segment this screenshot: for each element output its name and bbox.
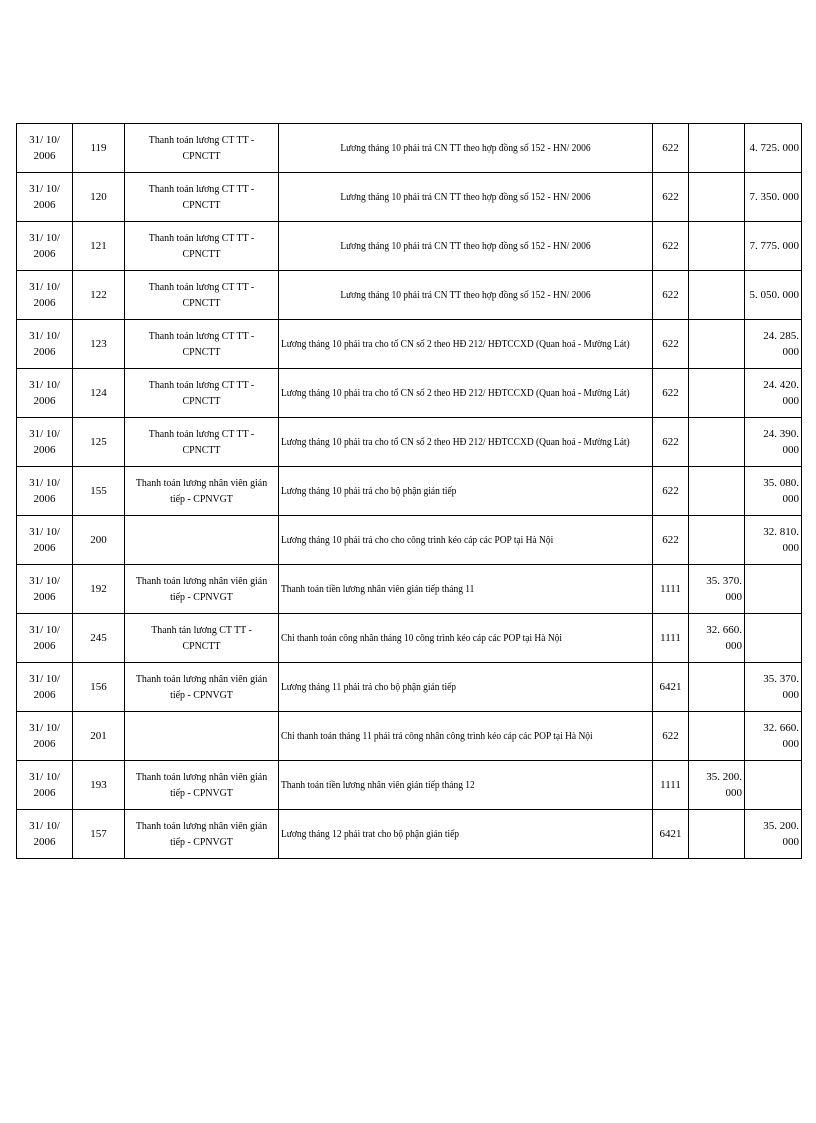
description-cell bbox=[125, 614, 279, 663]
content-text: Lương tháng 10 phải trả CN TT theo hợp đồng số 152 - HN/ 2006 bbox=[340, 142, 591, 154]
debit-amount-text: 35. 200. bbox=[706, 771, 742, 783]
description-text: Thanh toán lương CT TT - CPNCTT bbox=[148, 379, 255, 407]
description-cell bbox=[125, 663, 279, 712]
credit-amount-text: 000 bbox=[782, 542, 799, 554]
voucher-number-text: 121 bbox=[90, 240, 107, 252]
account-text: 622 bbox=[662, 240, 679, 252]
account-cell bbox=[653, 565, 689, 614]
description-cell bbox=[125, 467, 279, 516]
date-text: 2006 bbox=[33, 199, 56, 211]
content-text: Chi thanh toán tháng 11 phải trả công nhân công trình kéo cáp các POP tại Hà Nội bbox=[281, 730, 593, 742]
description-text: Thanh tán lương CT TT - CPNCTT bbox=[151, 624, 252, 652]
account-text: 622 bbox=[662, 534, 679, 546]
content-cell bbox=[279, 320, 653, 369]
date-text: 2006 bbox=[33, 395, 56, 407]
account-text: 622 bbox=[662, 338, 679, 350]
table-row bbox=[17, 663, 802, 712]
credit-amount-cell bbox=[745, 663, 802, 712]
date-cell bbox=[17, 614, 73, 663]
description-text: Thanh toán lương CT TT - CPNCTT bbox=[148, 330, 255, 358]
table-row bbox=[17, 320, 802, 369]
date-text: 2006 bbox=[33, 787, 56, 799]
description-text: Thanh toán lương nhân viên gián tiếp - CPNVGT bbox=[135, 673, 268, 701]
account-cell bbox=[653, 271, 689, 320]
voucher-number-cell bbox=[73, 614, 125, 663]
voucher-number-text: 125 bbox=[90, 436, 107, 448]
credit-amount-text: 24. 420. bbox=[763, 379, 799, 391]
credit-amount-cell bbox=[745, 565, 802, 614]
voucher-number-text: 157 bbox=[90, 828, 107, 840]
content-cell bbox=[279, 712, 653, 761]
description-cell bbox=[125, 565, 279, 614]
date-cell bbox=[17, 418, 73, 467]
account-cell bbox=[653, 369, 689, 418]
date-text: 31/ 10/ bbox=[29, 232, 60, 244]
account-text: 622 bbox=[662, 436, 679, 448]
content-text: Thanh toán tiền lương nhân viên gián tiếp tháng 12 bbox=[281, 779, 475, 791]
voucher-number-cell bbox=[73, 418, 125, 467]
account-cell bbox=[653, 467, 689, 516]
debit-amount-cell bbox=[689, 320, 745, 369]
voucher-number-text: 119 bbox=[90, 142, 107, 154]
table-row bbox=[17, 271, 802, 320]
voucher-number-cell bbox=[73, 565, 125, 614]
date-cell bbox=[17, 663, 73, 712]
credit-amount-text: 000 bbox=[782, 738, 799, 750]
description-cell bbox=[125, 418, 279, 467]
voucher-number-cell bbox=[73, 369, 125, 418]
credit-amount-text: 35. 080. bbox=[763, 477, 799, 489]
date-text: 31/ 10/ bbox=[29, 722, 60, 734]
description-cell bbox=[125, 761, 279, 810]
date-text: 31/ 10/ bbox=[29, 281, 60, 293]
credit-amount-text: 35. 370. bbox=[763, 673, 799, 685]
date-cell bbox=[17, 516, 73, 565]
debit-amount-cell bbox=[689, 663, 745, 712]
credit-amount-text: 000 bbox=[782, 689, 799, 701]
account-cell bbox=[653, 418, 689, 467]
date-cell bbox=[17, 222, 73, 271]
date-text: 2006 bbox=[33, 248, 56, 260]
debit-amount-cell bbox=[689, 761, 745, 810]
date-cell bbox=[17, 565, 73, 614]
table-row bbox=[17, 712, 802, 761]
table-row bbox=[17, 761, 802, 810]
date-text: 31/ 10/ bbox=[29, 134, 60, 146]
date-text: 31/ 10/ bbox=[29, 330, 60, 342]
account-text: 622 bbox=[662, 485, 679, 497]
credit-amount-cell bbox=[745, 810, 802, 859]
credit-amount-text: 7. 350. 000 bbox=[749, 191, 799, 203]
account-text: 622 bbox=[662, 730, 679, 742]
table-row bbox=[17, 418, 802, 467]
voucher-number-text: 192 bbox=[90, 583, 107, 595]
voucher-number-text: 122 bbox=[90, 289, 107, 301]
table-row bbox=[17, 565, 802, 614]
content-text: Lương tháng 10 phải tra cho tổ CN số 2 theo HĐ 212/ HĐTCCXD (Quan hoá - Mường Lát) bbox=[281, 387, 630, 399]
table-row bbox=[17, 124, 802, 173]
content-text: Thanh toán tiền lương nhân viên gián tiếp tháng 11 bbox=[281, 583, 475, 595]
debit-amount-cell bbox=[689, 369, 745, 418]
account-cell bbox=[653, 712, 689, 761]
date-text: 31/ 10/ bbox=[29, 575, 60, 587]
description-cell bbox=[125, 810, 279, 859]
credit-amount-text: 000 bbox=[782, 836, 799, 848]
voucher-number-text: 245 bbox=[90, 632, 107, 644]
debit-amount-text: 000 bbox=[725, 640, 742, 652]
voucher-number-cell bbox=[73, 173, 125, 222]
voucher-number-cell bbox=[73, 712, 125, 761]
debit-amount-text: 32. 660. bbox=[706, 624, 742, 636]
date-text: 2006 bbox=[33, 542, 56, 554]
debit-amount-text: 000 bbox=[725, 787, 742, 799]
description-text: Thanh toán lương CT TT - CPNCTT bbox=[148, 183, 255, 211]
date-text: 31/ 10/ bbox=[29, 673, 60, 685]
credit-amount-cell bbox=[745, 467, 802, 516]
date-text: 2006 bbox=[33, 689, 56, 701]
description-cell bbox=[125, 320, 279, 369]
credit-amount-cell bbox=[745, 418, 802, 467]
voucher-number-text: 120 bbox=[90, 191, 107, 203]
voucher-number-cell bbox=[73, 516, 125, 565]
credit-amount-cell bbox=[745, 222, 802, 271]
account-text: 622 bbox=[662, 289, 679, 301]
account-text: 6421 bbox=[659, 681, 682, 693]
content-cell bbox=[279, 271, 653, 320]
account-text: 1111 bbox=[660, 779, 681, 791]
credit-amount-text: 4. 725. 000 bbox=[749, 142, 799, 154]
date-text: 2006 bbox=[33, 297, 56, 309]
account-cell bbox=[653, 173, 689, 222]
voucher-number-text: 193 bbox=[90, 779, 107, 791]
voucher-number-cell bbox=[73, 663, 125, 712]
date-text: 2006 bbox=[33, 444, 56, 456]
voucher-number-text: 200 bbox=[90, 534, 107, 546]
voucher-number-text: 201 bbox=[90, 730, 107, 742]
content-cell bbox=[279, 614, 653, 663]
date-text: 2006 bbox=[33, 640, 56, 652]
debit-amount-cell bbox=[689, 271, 745, 320]
credit-amount-cell bbox=[745, 320, 802, 369]
account-cell bbox=[653, 222, 689, 271]
debit-amount-cell bbox=[689, 565, 745, 614]
account-text: 622 bbox=[662, 191, 679, 203]
debit-amount-cell bbox=[689, 614, 745, 663]
credit-amount-cell bbox=[745, 712, 802, 761]
content-cell bbox=[279, 565, 653, 614]
date-cell bbox=[17, 712, 73, 761]
date-text: 31/ 10/ bbox=[29, 477, 60, 489]
description-text: Thanh toán lương CT TT - CPNCTT bbox=[148, 232, 255, 260]
date-text: 2006 bbox=[33, 591, 56, 603]
account-cell bbox=[653, 614, 689, 663]
credit-amount-cell bbox=[745, 614, 802, 663]
description-text: Thanh toán lương nhân viên gián tiếp - CPNVGT bbox=[135, 820, 268, 848]
debit-amount-text: 35. 370. bbox=[706, 575, 742, 587]
description-text: Thanh toán lương nhân viên gián tiếp - CPNVGT bbox=[135, 771, 268, 799]
content-cell bbox=[279, 810, 653, 859]
account-text: 1111 bbox=[660, 632, 681, 644]
content-text: Lương tháng 10 phải trả CN TT theo hợp đồng số 152 - HN/ 2006 bbox=[340, 191, 591, 203]
credit-amount-cell bbox=[745, 124, 802, 173]
description-cell bbox=[125, 271, 279, 320]
table-row bbox=[17, 173, 802, 222]
ledger-body bbox=[17, 124, 802, 859]
table-row bbox=[17, 516, 802, 565]
account-cell bbox=[653, 761, 689, 810]
voucher-number-cell bbox=[73, 810, 125, 859]
credit-amount-text: 32. 810. bbox=[763, 526, 799, 538]
date-cell bbox=[17, 467, 73, 516]
account-cell bbox=[653, 320, 689, 369]
credit-amount-text: 5. 050. 000 bbox=[749, 289, 799, 301]
content-cell bbox=[279, 418, 653, 467]
content-text: Lương tháng 10 phải tra cho tổ CN số 2 theo HĐ 212/ HĐTCCXD (Quan hoá - Mường Lát) bbox=[281, 338, 630, 350]
debit-amount-cell bbox=[689, 810, 745, 859]
description-text: Thanh toán lương CT TT - CPNCTT bbox=[148, 281, 255, 309]
account-text: 622 bbox=[662, 142, 679, 154]
date-text: 2006 bbox=[33, 346, 56, 358]
date-text: 2006 bbox=[33, 150, 56, 162]
date-cell bbox=[17, 320, 73, 369]
date-text: 31/ 10/ bbox=[29, 183, 60, 195]
debit-amount-text: 000 bbox=[725, 591, 742, 603]
content-cell bbox=[279, 663, 653, 712]
description-text: Thanh toán lương CT TT - CPNCTT bbox=[148, 134, 255, 162]
voucher-number-text: 124 bbox=[90, 387, 107, 399]
content-cell bbox=[279, 369, 653, 418]
description-cell bbox=[125, 124, 279, 173]
description-cell bbox=[125, 712, 279, 761]
description-cell bbox=[125, 222, 279, 271]
voucher-number-cell bbox=[73, 320, 125, 369]
voucher-number-text: 123 bbox=[90, 338, 107, 350]
voucher-number-text: 156 bbox=[90, 681, 107, 693]
content-text: Lương tháng 10 phải trả CN TT theo hợp đồng số 152 - HN/ 2006 bbox=[340, 240, 591, 252]
description-cell bbox=[125, 173, 279, 222]
date-text: 31/ 10/ bbox=[29, 771, 60, 783]
date-text: 31/ 10/ bbox=[29, 624, 60, 636]
debit-amount-cell bbox=[689, 712, 745, 761]
credit-amount-text: 7. 775. 000 bbox=[749, 240, 799, 252]
credit-amount-text: 35. 200. bbox=[763, 820, 799, 832]
content-text: Lương tháng 10 phải trả cho cho công trình kéo cáp các POP tại Hà Nội bbox=[281, 534, 554, 546]
date-text: 31/ 10/ bbox=[29, 428, 60, 440]
date-cell bbox=[17, 173, 73, 222]
voucher-number-cell bbox=[73, 271, 125, 320]
credit-amount-cell bbox=[745, 369, 802, 418]
voucher-number-cell bbox=[73, 467, 125, 516]
content-text: Lương tháng 10 phải trả cho bộ phận gián tiếp bbox=[281, 485, 457, 497]
account-cell bbox=[653, 663, 689, 712]
content-text: Lương tháng 10 phải trả CN TT theo hợp đồng số 152 - HN/ 2006 bbox=[340, 289, 591, 301]
content-text: Chi thanh toán công nhân tháng 10 công trình kéo cáp các POP tại Hà Nội bbox=[281, 632, 563, 644]
content-cell bbox=[279, 516, 653, 565]
voucher-number-cell bbox=[73, 222, 125, 271]
date-text: 31/ 10/ bbox=[29, 379, 60, 391]
content-cell bbox=[279, 467, 653, 516]
credit-amount-cell bbox=[745, 271, 802, 320]
table-row bbox=[17, 369, 802, 418]
account-cell bbox=[653, 516, 689, 565]
credit-amount-text: 24. 390. bbox=[763, 428, 799, 440]
debit-amount-cell bbox=[689, 418, 745, 467]
description-text: Thanh toán lương nhân viên gián tiếp - CPNVGT bbox=[135, 575, 268, 603]
date-cell bbox=[17, 271, 73, 320]
debit-amount-cell bbox=[689, 124, 745, 173]
debit-amount-cell bbox=[689, 467, 745, 516]
table-row bbox=[17, 810, 802, 859]
credit-amount-text: 000 bbox=[782, 493, 799, 505]
description-text: Thanh toán lương nhân viên gián tiếp - CPNVGT bbox=[135, 477, 268, 505]
content-cell bbox=[279, 173, 653, 222]
date-cell bbox=[17, 369, 73, 418]
credit-amount-cell bbox=[745, 516, 802, 565]
debit-amount-cell bbox=[689, 516, 745, 565]
account-text: 6421 bbox=[659, 828, 682, 840]
date-text: 31/ 10/ bbox=[29, 820, 60, 832]
date-text: 2006 bbox=[33, 493, 56, 505]
account-text: 622 bbox=[662, 387, 679, 399]
content-cell bbox=[279, 124, 653, 173]
date-cell bbox=[17, 810, 73, 859]
content-text: Lương tháng 12 phải trat cho bộ phận gián tiếp bbox=[281, 828, 460, 840]
description-cell bbox=[125, 516, 279, 565]
date-text: 2006 bbox=[33, 836, 56, 848]
credit-amount-text: 000 bbox=[782, 346, 799, 358]
debit-amount-cell bbox=[689, 222, 745, 271]
date-cell bbox=[17, 124, 73, 173]
account-cell bbox=[653, 124, 689, 173]
content-cell bbox=[279, 761, 653, 810]
ledger-table bbox=[16, 123, 802, 859]
table-row bbox=[17, 614, 802, 663]
description-cell bbox=[125, 369, 279, 418]
date-text: 31/ 10/ bbox=[29, 526, 60, 538]
date-cell bbox=[17, 761, 73, 810]
account-text: 1111 bbox=[660, 583, 681, 595]
credit-amount-text: 32. 660. bbox=[763, 722, 799, 734]
table-row bbox=[17, 222, 802, 271]
credit-amount-cell bbox=[745, 761, 802, 810]
debit-amount-cell bbox=[689, 173, 745, 222]
content-text: Lương tháng 10 phải tra cho tổ CN số 2 theo HĐ 212/ HĐTCCXD (Quan hoá - Mường Lát) bbox=[281, 436, 630, 448]
voucher-number-text: 155 bbox=[90, 485, 107, 497]
credit-amount-text: 24. 285. bbox=[763, 330, 799, 342]
voucher-number-cell bbox=[73, 124, 125, 173]
account-cell bbox=[653, 810, 689, 859]
voucher-number-cell bbox=[73, 761, 125, 810]
content-text: Lương tháng 11 phải trả cho bộ phận gián tiếp bbox=[281, 681, 457, 693]
description-text: Thanh toán lương CT TT - CPNCTT bbox=[148, 428, 255, 456]
table-row bbox=[17, 467, 802, 516]
credit-amount-text: 000 bbox=[782, 395, 799, 407]
date-text: 2006 bbox=[33, 738, 56, 750]
credit-amount-text: 000 bbox=[782, 444, 799, 456]
credit-amount-cell bbox=[745, 173, 802, 222]
content-cell bbox=[279, 222, 653, 271]
